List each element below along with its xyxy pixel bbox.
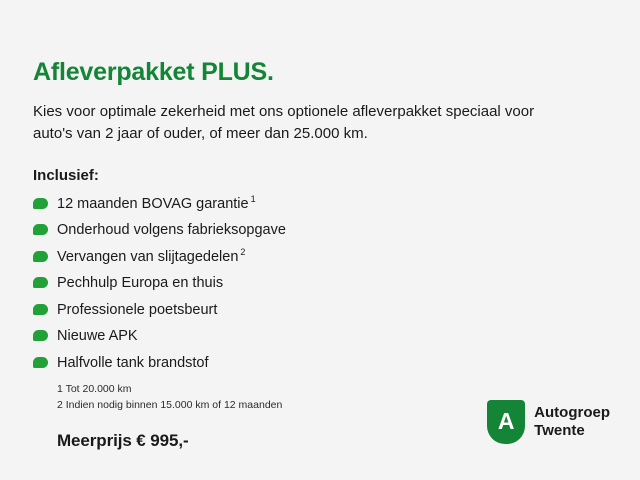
footnote-marker: 1	[250, 193, 256, 204]
list-item	[33, 272, 612, 295]
logo-line-2: Twente	[534, 422, 585, 439]
list-item	[33, 193, 612, 216]
list-item	[33, 325, 612, 348]
includes-label: Inclusief:	[33, 166, 99, 184]
list-item	[33, 352, 612, 375]
footnote-marker: 2	[240, 246, 246, 257]
logo-line-1: Autogroep	[534, 404, 610, 421]
price-label: Meerprijs € 995,-	[57, 431, 189, 451]
leaf-bullet-icon	[33, 330, 48, 341]
feature-label: Pechhulp Europa en thuis	[57, 275, 224, 292]
footnote-1: 1 Tot 20.000 km	[57, 382, 132, 395]
page-title: Afleverpakket PLUS.	[33, 58, 274, 86]
feature-label: Onderhoud volgens fabrieksopgave	[57, 221, 286, 238]
leaf-bullet-icon	[33, 251, 48, 262]
feature-label: 12 maanden BOVAG garantie $^1$	[57, 193, 256, 212]
leaf-bullet-icon	[33, 277, 48, 288]
feature-label: Nieuwe APK	[57, 328, 138, 345]
footnote-2: 2 Indien nodig binnen 15.000 km of 12 maanden	[57, 398, 283, 411]
brand-logo	[487, 400, 610, 444]
leaf-bullet-icon	[33, 304, 48, 315]
logo-letter: A	[497, 407, 515, 434]
shield-icon	[487, 400, 525, 444]
feature-label: Vervangen van slijtagedelen $^2$	[57, 246, 246, 265]
logo-wordmark	[534, 404, 610, 440]
leaf-bullet-icon	[33, 198, 48, 209]
leaf-bullet-icon	[33, 224, 48, 235]
list-item	[33, 219, 612, 242]
content-block	[33, 57, 612, 451]
intro-paragraph: Kies voor optimale zekerheid met ons optionele afleverpakket speciaal voor auto's van 2 jaar of ouder, of meer dan 25.000 km.	[33, 103, 535, 142]
features-list	[33, 193, 612, 375]
list-item	[33, 246, 612, 269]
list-item	[33, 299, 612, 322]
leaf-bullet-icon	[33, 357, 48, 368]
feature-label: Halfvolle tank brandstof	[57, 354, 209, 371]
feature-label: Professionele poetsbeurt	[57, 301, 218, 318]
